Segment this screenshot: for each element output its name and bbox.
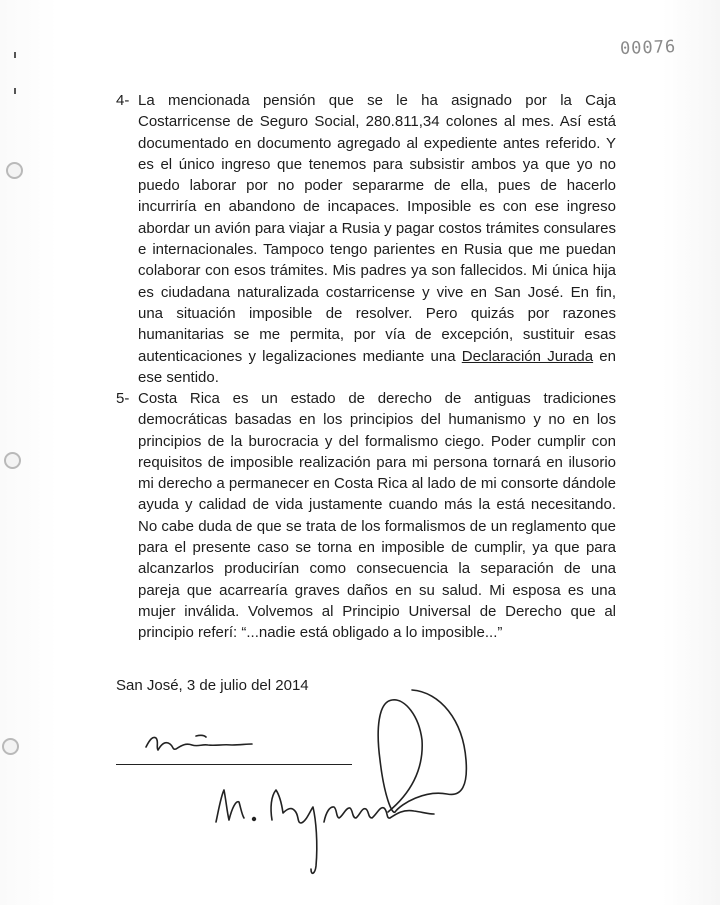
punch-hole: [4, 452, 21, 469]
emphasized-term: Declaración Jurada: [461, 347, 594, 365]
paragraph-4: [116, 90, 616, 388]
paragraph-5: [116, 388, 616, 644]
margin-mark: [14, 88, 16, 94]
paragraph-body: Costa Rica es un estado de derecho de antiguas tradiciones democráticas basadas en los principios del humanismo y no en los principios de la burocracia y del formalismo ciego. Poder cumplir con requisitos de imposible realización para mi persona tornará en ilusorio mi derecho a permanecer en Costa Rica al lado de mi consorte dándole ayuda y calidad de vida justamente cuando más la está necesitando. No cabe duda de que se trata de los formalismos de un reglamento que para el presente caso se torna en imposible de cumplir, ya que para alcanzarlos producirían como consecuencia la separación de una pareja que acarrearía graves daños en su salud. Mi esposa es una mujer inválida. Volvemos al Principio Universal de Derecho que al principio referí: “...nadie está obligado a lo imposible...”: [138, 390, 616, 642]
paragraph-text: La mencionada pensión que se le ha asignado por la Caja Costarricense de Seguro Social, 280.811,34 colones al mes. Así está documentado en documento agregado al expediente antes referido. Y es el único ingreso que tenemos para subsistir ambos ya que yo no puedo laborar por no poder separarme de ella, pues de hacerlo incurriría en abandono de incapaces. Imposible es con ese ingreso abordar un avión para viajar a Rusia y pagar costos trámites consulares e internacionales. Tampoco tengo parientes en Rusia que me puedan colaborar con esos trámites. Mis padres ya son fallecidos. Mi única hija es ciudadana naturalizada costarricense y vive en San José. En fin, una situación imposible de resolver. Pero quizás por razones humanitarias se me permita, por vía de excepción, sustituir esas autenticaciones y legalizaciones mediante una: [138, 92, 616, 365]
margin-mark: [14, 52, 16, 58]
signature-scribble-accent: [196, 735, 206, 737]
signature-main-3: [324, 807, 434, 822]
signature-line: [116, 764, 352, 765]
signature-main-2: [271, 790, 317, 873]
signature-scribble: [146, 737, 252, 750]
paragraph-body: [138, 90, 616, 388]
punch-hole: [2, 738, 19, 755]
signature-dot: [253, 818, 256, 821]
signature-flourish: [378, 690, 466, 812]
paragraph-text-end: en ese sentido.: [138, 347, 616, 386]
punch-hole: [6, 162, 23, 179]
folio-number: 00076: [619, 37, 677, 59]
paragraph-number: 4-: [116, 92, 130, 109]
place-date: San José, 3 de julio del 2014: [116, 677, 309, 694]
paragraph-number: 5-: [116, 390, 130, 407]
signature-main: [216, 790, 244, 822]
